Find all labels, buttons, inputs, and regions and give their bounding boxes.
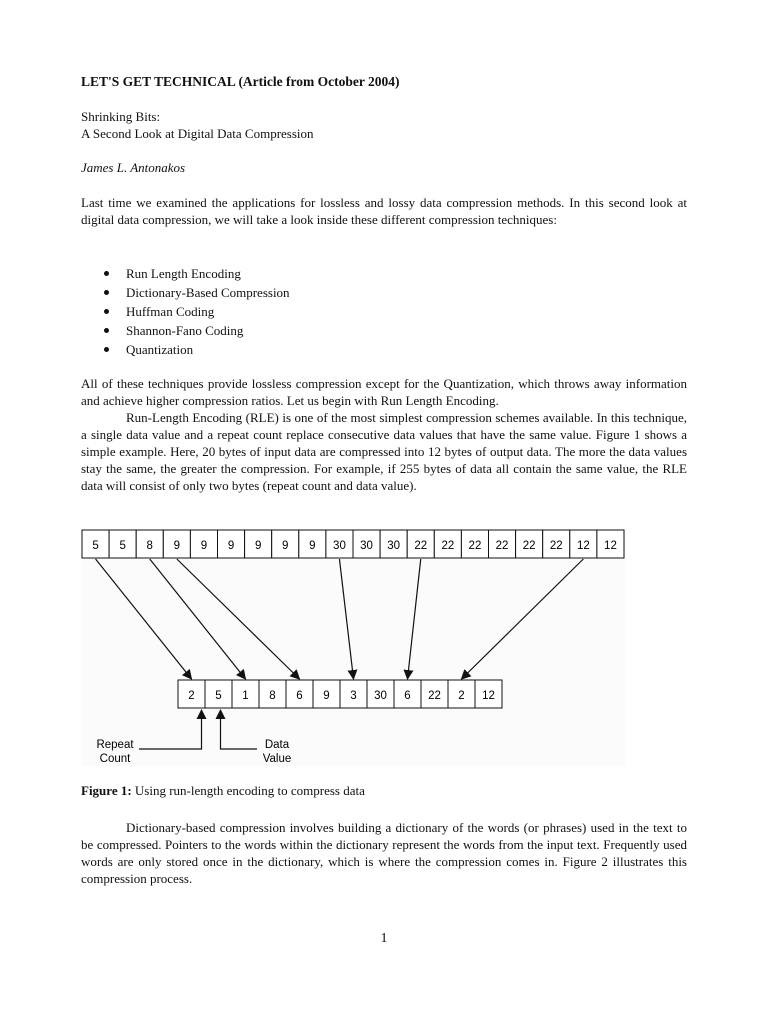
input-cell-value: 9	[200, 540, 208, 552]
input-cell-value: 22	[468, 540, 482, 552]
input-cell-value: 9	[227, 540, 235, 552]
output-cell-value: 12	[482, 690, 495, 702]
output-cell-value: 5	[215, 690, 222, 702]
mapping-arrow	[408, 559, 421, 679]
output-cell-value: 2	[458, 690, 465, 702]
list-item: Shannon-Fano Coding	[81, 321, 290, 340]
mapping-arrow	[462, 559, 584, 679]
subtitle-line-1: Shrinking Bits:	[81, 109, 161, 124]
output-cell-value: 9	[323, 690, 330, 702]
technique-list	[81, 264, 290, 359]
mapping-arrow	[177, 559, 300, 679]
repeat-label-line-2: Count	[99, 753, 131, 765]
mapping-arrow	[96, 559, 192, 679]
data-value-pointer	[221, 710, 258, 749]
article-subtitle	[81, 108, 314, 142]
input-cell-value: 9	[254, 540, 262, 552]
input-cell-value: 5	[92, 540, 99, 552]
output-cell-value: 2	[188, 690, 195, 702]
paragraph-intro: Last time we examined the applications for lossless and lossy data compression methods. In this second look at digital data compression, we will take a look inside these different compression techniques:	[81, 195, 687, 227]
figure-caption	[81, 783, 365, 799]
output-cell-value: 22	[428, 690, 441, 702]
input-cell-value: 5	[119, 540, 126, 552]
input-cell-value: 9	[309, 540, 316, 552]
list-item: Dictionary-Based Compression	[81, 283, 290, 302]
input-cell-value: 8	[146, 540, 153, 552]
input-cell-value: 30	[360, 540, 373, 552]
list-item: Run Length Encoding	[81, 264, 290, 283]
paragraph-lossless-note: All of these techniques provide lossless compression except for the Quantization, which throws away information and achieve higher compression ratios. Let us begin with Run Length Encoding.	[81, 376, 687, 408]
output-cell-value: 1	[242, 690, 249, 702]
subtitle-line-2: A Second Look at Digital Data Compression	[81, 126, 314, 141]
mapping-arrow	[150, 559, 246, 679]
input-cell-value: 9	[282, 540, 289, 552]
input-cell-value: 9	[173, 540, 181, 552]
input-cell-value: 30	[333, 540, 346, 552]
input-cell-value: 30	[387, 540, 401, 552]
input-cell-value: 22	[522, 540, 536, 552]
mapping-arrows	[96, 559, 584, 749]
output-cell-value: 3	[350, 690, 357, 702]
figure-caption-text: Using run-length encoding to compress data	[131, 783, 365, 798]
repeat-label-line-1: Repeat	[96, 739, 134, 751]
article-author: James L. Antonakos	[81, 160, 186, 175]
input-cell-value: 22	[441, 540, 455, 552]
rle-figure	[81, 529, 626, 766]
input-cell-value: 12	[576, 540, 590, 552]
paragraph-dictionary: Dictionary-based compression involves building a dictionary of the words (or phrases) used in the text to be compressed. Pointers to the words within the dictionary represent the words from the input text. Frequently used words are only stored once in the dictionary, which is where the compression comes in. Figure 2 illustrates this compression process.	[81, 820, 687, 886]
input-cell-value: 12	[604, 540, 617, 552]
repeat-count-pointer	[139, 710, 202, 749]
article-title: LET'S GET TECHNICAL (Article from October 2004)	[81, 74, 400, 89]
output-cell-value: 30	[374, 690, 387, 702]
figure-caption-label: Figure 1:	[81, 783, 132, 798]
list-item: Huffman Coding	[81, 302, 290, 321]
page-number: 1	[380, 931, 388, 946]
output-cell-value: 8	[269, 690, 276, 702]
rle-diagram	[81, 529, 626, 766]
output-data-row	[178, 680, 502, 708]
output-cell-value: 6	[404, 690, 411, 702]
data-label-line-2: Value	[262, 753, 292, 765]
input-cell-value: 22	[414, 540, 428, 552]
paragraph-rle: Run-Length Encoding (RLE) is one of the most simplest compression schemes available. In this technique, a single data value and a repeat count replace consecutive data values that have the same value. Figure 1 shows a simple example. Here, 20 bytes of input data are compressed into 12 bytes of output data. The more the data values stay the same, the greater the compression. For example, if 255 bytes of data all contain the same value, the RLE data will consist of only two bytes (repeat count and data value).	[81, 410, 687, 493]
input-data-row	[82, 530, 624, 558]
mapping-arrow	[339, 559, 353, 679]
output-cell-value: 6	[296, 690, 303, 702]
figure-labels	[96, 739, 291, 765]
data-label-line-1: Data	[264, 739, 290, 751]
input-cell-value: 22	[549, 540, 563, 552]
input-cell-value: 22	[495, 540, 509, 552]
list-item: Quantization	[81, 340, 290, 359]
